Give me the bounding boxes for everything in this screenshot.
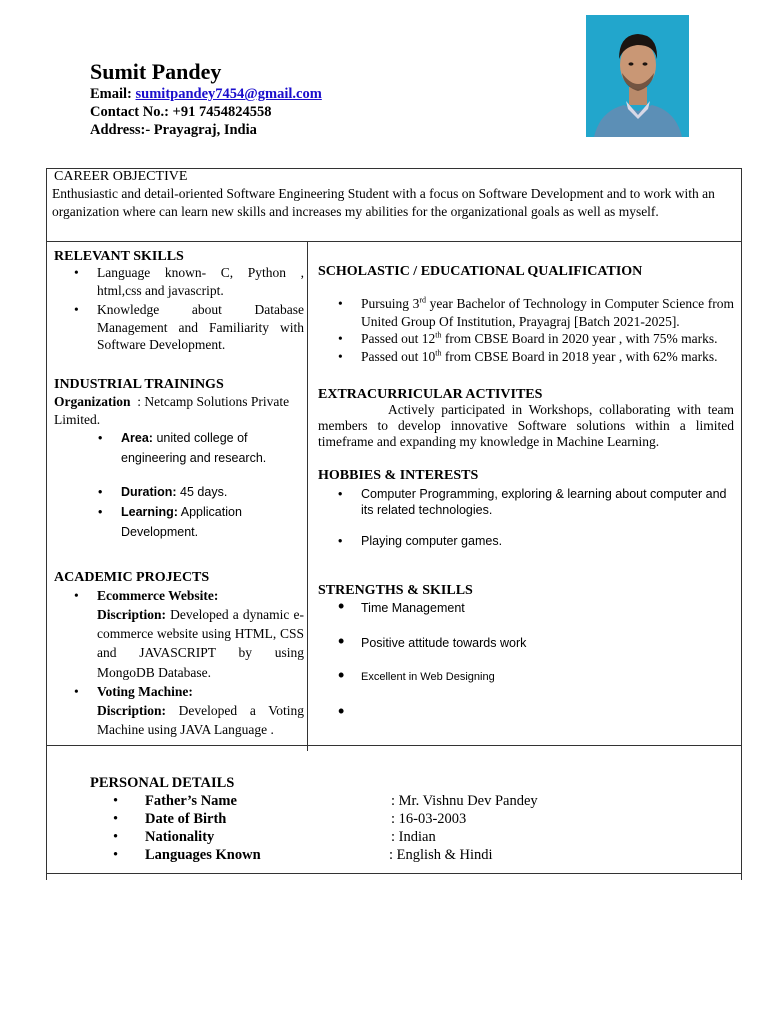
organization-label: Organization [54,394,131,409]
bullet-icon: • [338,596,345,616]
bullet-icon: • [98,485,103,499]
text: Positive attitude towards work [361,636,527,650]
email-label: Email: [90,86,132,102]
project-name: Ecommerce Website: [97,588,219,603]
bullet-icon: • [338,487,343,501]
profile-photo [586,15,689,137]
text: Father’s Name [145,793,237,809]
list-item [54,301,304,354]
bullet-icon: • [98,505,103,519]
organization-value: : Netcamp Solutions Private Limited. [54,394,290,427]
industrial-trainings-title: INDUSTRIAL TRAININGS [54,377,224,392]
bullet-icon: • [74,683,79,699]
text: Time Management [361,601,465,615]
person-portrait-icon [586,15,689,137]
text: year Bachelor of Technology in Computer Science from United Group Of Institution, Prayagraj [Batch 2021-2025]. [361,296,734,329]
academic-projects-list [54,586,304,739]
email-line [90,85,322,104]
text: Pursuing 3 [361,296,420,311]
career-bottom-border [46,241,742,242]
career-objective-title: CAREER OBJECTIVE [54,169,188,184]
text: Developed a dynamic e-commerce website using HTML, CSS and JAVASCRIPT by using MongoDB Database. [97,607,304,680]
text: Excellent in Web Designing [361,671,495,683]
text: Developed a Voting Machine using JAVA Language . [97,702,304,738]
list-item: • Passed out 10th from CBSE Board in 2018 year , with 62% marks. [338,348,718,364]
text: Knowledge about Database Management and Familiarity with Software Development. [97,302,304,353]
list-item [318,701,734,725]
text: : Mr. Vishnu Dev Pandey [391,793,538,809]
bullet-icon: • [338,296,343,311]
text: 45 days. [180,485,228,499]
list-item [78,428,288,468]
project-name: Voting Machine: [97,683,193,699]
training-organization [54,393,304,428]
text: Computer Programming, exploring & learning about computer and its related technologies. [361,487,727,518]
list-item [318,665,734,705]
table-bottom-border [46,873,742,874]
bullet-icon: • [98,431,103,445]
text: : Indian [391,829,436,845]
candidate-name: Sumit Pandey [90,59,222,84]
text: Nationality [145,829,215,845]
text: Application Development. [121,505,242,539]
text: Playing computer games. [361,533,503,548]
text: : 16-03-2003 [391,811,467,827]
middle-bottom-border [46,745,742,746]
hobbies-list [318,486,734,549]
extracurricular-text: Actively participated in Workshops, collaborating with team members to develop innovative Software solutions within a limited timeframe and expanding my knowledge in Machine Learning. [318,402,734,450]
address-line: Address:- Prayagraj, India [90,122,257,138]
text: from CBSE Board in 2020 year , with 75% marks. [441,331,718,347]
text: Passed out 12 [361,331,436,347]
text: Area: [121,431,153,445]
list-item [318,533,734,549]
personal-details-title: PERSONAL DETAILS [90,775,235,791]
text: Passed out 10 [361,348,436,364]
contact-line: Contact No.: +91 7454824558 [90,104,272,120]
list-item [54,586,304,682]
career-objective-text: Enthusiastic and detail-oriented Software Engineering Student with a focus on Software Development and to work with an organization where can learn new skills and increases my abilities for the organizational goals as well as myself. [52,186,715,219]
list-item: • Pursuing 3rd year Bachelor of Technology in Computer Science from United Group Of Institution, Prayagraj [Batch 2021-2025]. [338,295,734,329]
relevant-skills-list [54,264,304,354]
text: from CBSE Board in 2018 year , with 62% marks. [441,348,718,364]
list-item [54,682,304,739]
bullet-icon: • [338,348,343,364]
academic-projects-title: ACADEMIC PROJECTS [54,570,210,585]
education-list [318,295,734,365]
list-item [78,502,288,542]
list-item [318,631,734,670]
list-item [78,482,288,502]
text: Discription: [97,702,166,718]
bullet-icon: • [74,302,79,318]
bullet-icon: • [338,533,343,548]
bullet-icon: • [338,701,345,721]
bullet-icon: • [338,631,345,651]
text: Language known- C, Python , html,css and javascript. [97,265,304,298]
bullet-icon: • [338,331,343,347]
text: Duration: [121,485,177,499]
relevant-skills-title: RELEVANT SKILLS [54,249,184,264]
text: Learning: [121,505,178,519]
text: united college of engineering and research. [121,431,267,465]
training-details-list [78,428,288,542]
table-right-border [741,168,742,880]
bullet-icon: • [74,588,79,603]
text: Date of Birth [145,811,227,827]
text: : English & Hindi [389,847,493,863]
list-item [318,596,734,635]
strengths-title: STRENGTHS & SKILLS [318,583,473,598]
list-item: • Passed out 12th from CBSE Board in 2020 year , with 75% marks. [338,330,718,347]
extracurricular-title: EXTRACURRICULAR ACTIVITES [318,387,543,402]
bullet-icon: • [338,665,345,685]
strengths-list [318,596,734,725]
column-divider [307,241,308,751]
education-title: SCHOLASTIC / EDUCATIONAL QUALIFICATION [318,264,643,279]
hobbies-title: HOBBIES & INTERESTS [318,468,479,483]
email-link[interactable]: sumitpandey7454@gmail.com [135,86,322,102]
list-item [318,486,734,519]
table-left-border [46,168,47,880]
list-item [54,264,304,299]
text: Discription: [97,607,166,623]
text: Languages Known [145,847,261,863]
bullet-icon: • [74,265,79,280]
